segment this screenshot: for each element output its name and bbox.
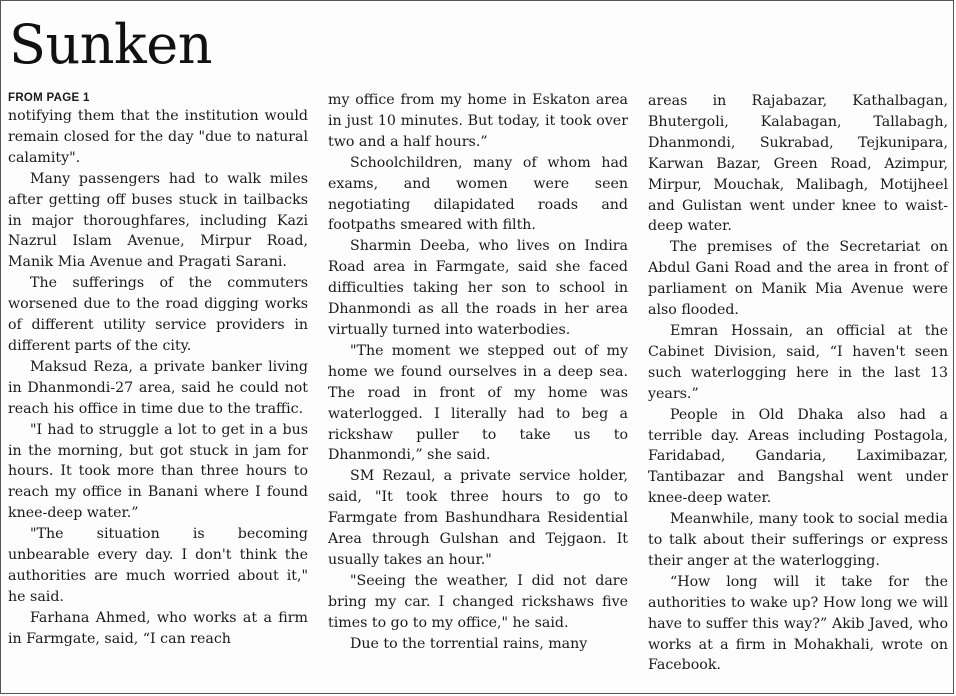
paragraph: The sufferings of the commuters worsened due to the road digging works of different utility service providers in different parts of the city. [8,275,308,354]
paragraph: notifying them that the institution would remain closed for the day "due to natural calamity". [8,108,308,166]
paragraph: Maksud Reza, a private banker living in Dhanmondi-27 area, said he could not reach his office in time due to the traffic. [8,358,308,417]
paragraph: People in Old Dhaka also had a terrible day. Areas including Postagola, Faridabad, Gandaria, Laximibazar, Tantibazar and Bangshal went under knee-deep water. [648,406,948,507]
article-column-3 [648,91,948,676]
paragraph: "Seeing the weather, I did not dare bring my car. I changed rickshaws five times to go to my office," he said. [328,572,628,631]
article-column-2 [328,90,628,654]
paragraph: SM Rezaul, a private service holder, said, "It took three hours to go to Farmgate from Bashundhara Residential Area through Gulshan and Tejgaon. It usually takes an hour." [328,468,628,568]
headline: Sunken [9,13,213,76]
paragraph: Schoolchildren, many of whom had exams, and women were seen negotiating dilapidated roads and footpaths smeared with filth. [328,154,628,234]
paragraph: Farhana Ahmed, who works at a firm in Farmgate, said, “I can reach [8,609,308,647]
paragraph: "I had to struggle a lot to get in a bus in the morning, but got stuck in jam for hours. It took more than three hours to reach my office in Banani where I found knee-deep water.” [8,421,308,522]
paragraph: areas in Rajabazar, Kathalbagan, Bhutergoli, Kalabagan, Tallabagh, Dhanmondi, Sukrabad, Tejkunipara, Karwan Bazar, Green Road, Azimpur, Mirpur, Mouchak, Malibagh, Motijheel and Gulistan went under knee to waist-deep water. [648,93,948,235]
paragraph: Emran Hossain, an official at the Cabinet Division, said, “I haven't seen such waterlogging here in the last 13 years.” [648,322,948,402]
paragraph: my office from my home in Eskaton area in just 10 minutes. But today, it took over two and a half hours.” [328,92,628,150]
paragraph: Many passengers had to walk miles after getting off buses stuck in tailbacks in major thoroughfares, including Kazi Nazrul Islam Avenue, Mirpur Road, Manik Mia Avenue and Pragati Sarani. [8,170,308,271]
paragraph: "The moment we stepped out of my home we found ourselves in a deep sea. The road in front of my home was waterlogged. I literally had to beg a rickshaw puller to take us to Dhanmondi,” she said. [328,342,628,464]
kicker-from-page-1: FROM PAGE 1 [8,92,90,104]
paragraph: Due to the torrential rains, many [350,635,588,652]
paragraph: "The situation is becoming unbearable every day. I don't think the authorities are much worried about it," he said. [8,526,308,605]
paragraph: The premises of the Secretariat on Abdul Gani Road and the area in front of parliament on Manik Mia Avenue were also flooded. [648,239,948,319]
paragraph: “How long will it take for the authorities to wake up? How long we will have to suffer this way?” Akib Javed, who works at a firm in Mohakhali, wrote on Facebook. [648,573,948,674]
article-column-1 [8,90,308,650]
paragraph: Meanwhile, many took to social media to talk about their sufferings or express their anger at the waterlogging. [648,511,948,569]
paragraph: Sharmin Deeba, who lives on Indira Road area in Farmgate, said she faced difficulties taking her son to school in Dhanmondi as all the roads in her area virtually turned into waterbodies. [328,238,628,338]
